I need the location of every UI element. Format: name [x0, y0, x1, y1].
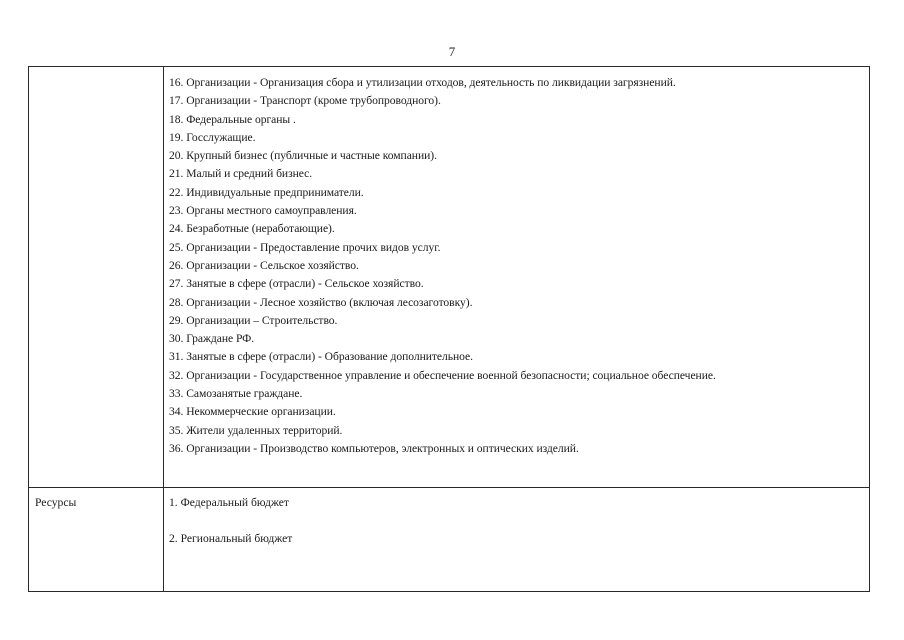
list-item: 20. Крупный бизнес (публичные и частные компании).: [169, 149, 437, 163]
list-item: 19. Госслужащие.: [169, 130, 256, 144]
row-divider: [29, 487, 869, 488]
list-item: 23. Органы местного самоуправления.: [169, 204, 357, 218]
resources-label: Ресурсы: [35, 496, 77, 509]
list-item: 29. Организации – Строительство.: [169, 313, 338, 327]
list-item: 25. Организации - Предоставление прочих видов услуг.: [169, 240, 441, 254]
column-divider: [163, 67, 164, 591]
list-item: 36. Организации - Производство компьютеров, электронных и оптических изделий.: [169, 441, 579, 455]
list-item: 24. Безработные (неработающие).: [169, 222, 335, 236]
document-table: [28, 66, 870, 592]
list-item: 26. Организации - Сельское хозяйство.: [169, 258, 359, 272]
list-item: 27. Занятые в сфере (отрасли) - Сельское хозяйство.: [169, 277, 424, 291]
list-item: 31. Занятые в сфере (отрасли) - Образование дополнительное.: [169, 350, 473, 364]
list-item: 18. Федеральные органы .: [169, 112, 296, 126]
resource-item-regional-budget: 2. Региональный бюджет: [169, 532, 293, 545]
resource-item-federal-budget: 1. Федеральный бюджет: [169, 496, 289, 509]
list-item: 17. Организации - Транспорт (кроме трубопроводного).: [169, 94, 441, 108]
list-item: 16. Организации - Организация сбора и утилизации отходов, деятельность по ликвидации загрязнений.: [169, 76, 676, 89]
target-groups-list: [169, 74, 864, 458]
list-item: 32. Организации - Государственное управление и обеспечение военной безопасности; социальное обеспечение.: [169, 368, 716, 382]
list-item: 35. Жители удаленных территорий.: [169, 423, 343, 437]
list-item: 34. Некоммерческие организации.: [169, 405, 336, 419]
list-item: 33. Самозанятые граждане.: [169, 387, 303, 401]
list-item: 28. Организации - Лесное хозяйство (включая лесозаготовку).: [169, 295, 473, 309]
list-item: 22. Индивидуальные предприниматели.: [169, 185, 364, 199]
list-item: 21. Малый и средний бизнес.: [169, 167, 313, 181]
list-item: 30. Граждане РФ.: [169, 332, 255, 346]
page-number: 7: [448, 44, 456, 59]
